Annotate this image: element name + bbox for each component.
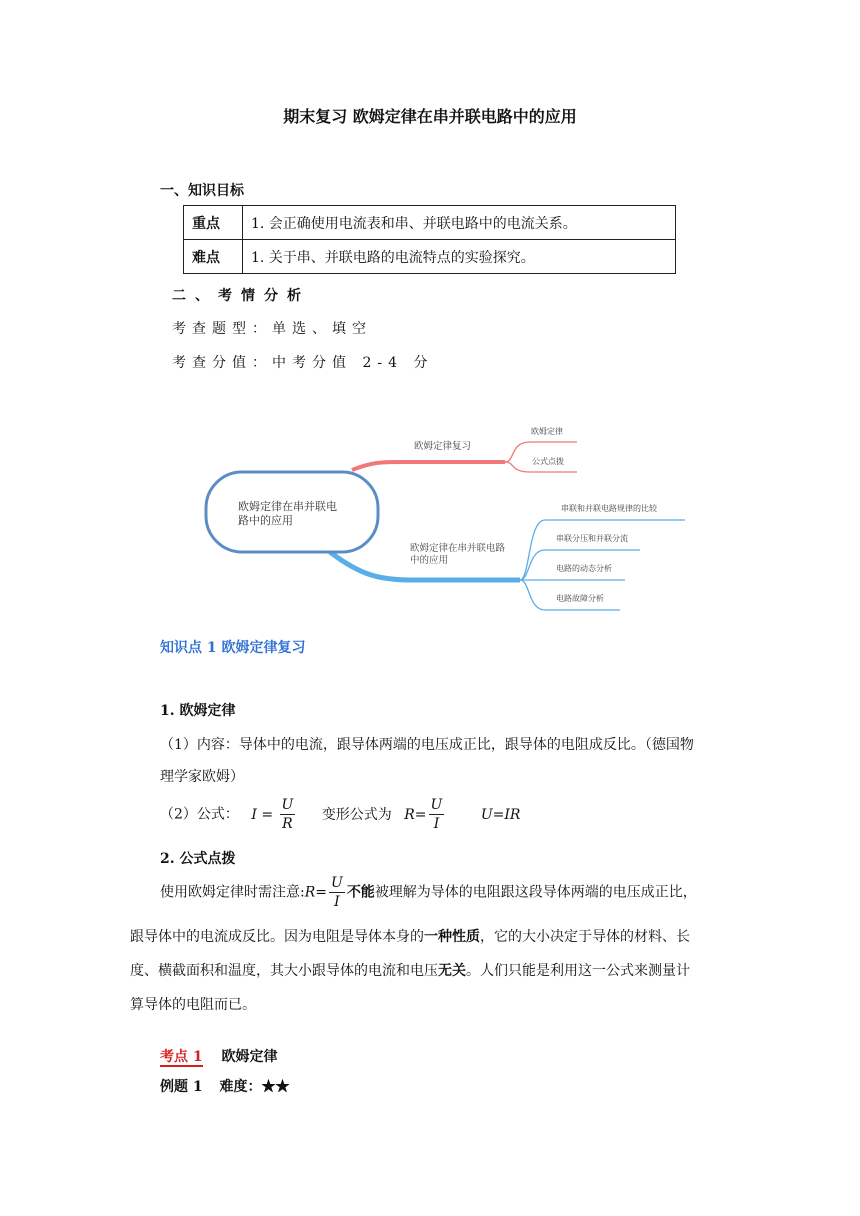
tips-text: 跟导体中的电流成反比。因为电阻是导体本身的 <box>130 929 424 945</box>
formula-line <box>160 796 520 833</box>
formula-uir: U=IR <box>480 806 521 823</box>
tips-text: 被理解为导体的电阻跟这段导体两端的电压成正比， <box>374 884 697 901</box>
page-title: 期末复习 欧姆定律在串并联电路中的应用 <box>283 107 577 126</box>
center-label-2: 路中的应用 <box>238 514 293 527</box>
tips-text: ，它的大小决定于导体的材料、长 <box>480 929 690 945</box>
ohm-content-line1: （1）内容：导体中的电流，跟导体两端的电压成正比，跟导体的电阻成反比。（德国物 <box>160 737 694 753</box>
formula-r-eq: R= <box>404 806 427 823</box>
formula-fraction <box>280 796 296 833</box>
exam-point <box>160 1046 278 1066</box>
formula-tips-heading: 2. 公式点拨 <box>160 851 236 867</box>
center-label-1: 欧姆定律在串并联电 <box>238 500 337 513</box>
branch2-item: 电路的动态分析 <box>556 564 612 573</box>
branch2-label-2: 中的应用 <box>410 555 449 566</box>
exam-point-label: 欧姆定律 <box>221 1049 278 1065</box>
tips-text: 。人们只能是利用这一公式来测量计 <box>466 963 690 979</box>
table-value: 1. 关于串、并联电路的电流特点的实验探究。 <box>243 240 676 274</box>
formula-fraction <box>429 796 445 833</box>
table-value: 1. 会正确使用电流表和串、并联电路中的电流关系。 <box>243 206 676 240</box>
fraction-numerator: U <box>430 797 443 813</box>
formula-i-eq: I = <box>251 806 274 823</box>
example-label: 例题 1 <box>160 1079 203 1095</box>
tips-line1 <box>160 874 697 911</box>
branch1-item: 欧姆定律 <box>531 427 563 436</box>
knowledge-point-1: 知识点 1 欧姆定律复习 <box>160 640 306 656</box>
formula-prefix: （2）公式： <box>160 806 239 823</box>
fraction-denominator: I <box>334 894 340 910</box>
ohm-content-line2: 理学家欧姆） <box>160 769 244 785</box>
tips-r-eq: R= <box>304 884 327 901</box>
formula-fraction <box>329 874 345 911</box>
ohm-law-heading: 1. 欧姆定律 <box>160 703 236 719</box>
branch2-item: 串联和并联电路规律的比较 <box>561 504 657 513</box>
tips-text: 使用欧姆定律时需注意: <box>160 884 305 901</box>
example-line <box>160 1076 290 1096</box>
tips-emphasis: 一种性质 <box>424 929 480 945</box>
tips-line2 <box>130 926 690 946</box>
tips-line3 <box>130 960 690 980</box>
fraction-denominator: R <box>282 816 293 832</box>
branch2-item: 电路故障分析 <box>556 594 604 603</box>
exam-type: 考查题型：单选、填空 <box>172 321 372 337</box>
tips-emphasis: 不能 <box>346 884 375 901</box>
exam-score: 考查分值：中考分值 2-4 分 <box>172 355 434 371</box>
table-key: 难点 <box>184 240 243 274</box>
branch1-item: 公式点拨 <box>532 457 564 466</box>
tips-emphasis: 无关 <box>438 963 466 979</box>
fraction-denominator: I <box>433 816 440 832</box>
branch2-item: 串联分压和并联分流 <box>556 534 628 543</box>
table-key: 重点 <box>184 206 243 240</box>
branch1-connector <box>352 462 505 470</box>
difficulty-rating: 难度：★★ <box>219 1079 290 1095</box>
branch1-label: 欧姆定律复习 <box>414 441 472 452</box>
fraction-numerator: U <box>331 875 343 891</box>
tips-line4: 算导体的电阻而已。 <box>130 997 256 1013</box>
tips-text: 度、横截面积和温度，其大小跟导体的电流和电压 <box>130 963 438 979</box>
fraction-numerator: U <box>281 797 294 813</box>
branch2-label-1: 欧姆定律在串并联电路 <box>410 543 506 554</box>
section2-heading: 二、考情分析 <box>172 288 310 304</box>
exam-point-tag: 考点 1 <box>160 1049 203 1065</box>
variant-label: 变形公式为 <box>321 806 392 823</box>
section1-heading: 一、知识目标 <box>160 183 244 199</box>
